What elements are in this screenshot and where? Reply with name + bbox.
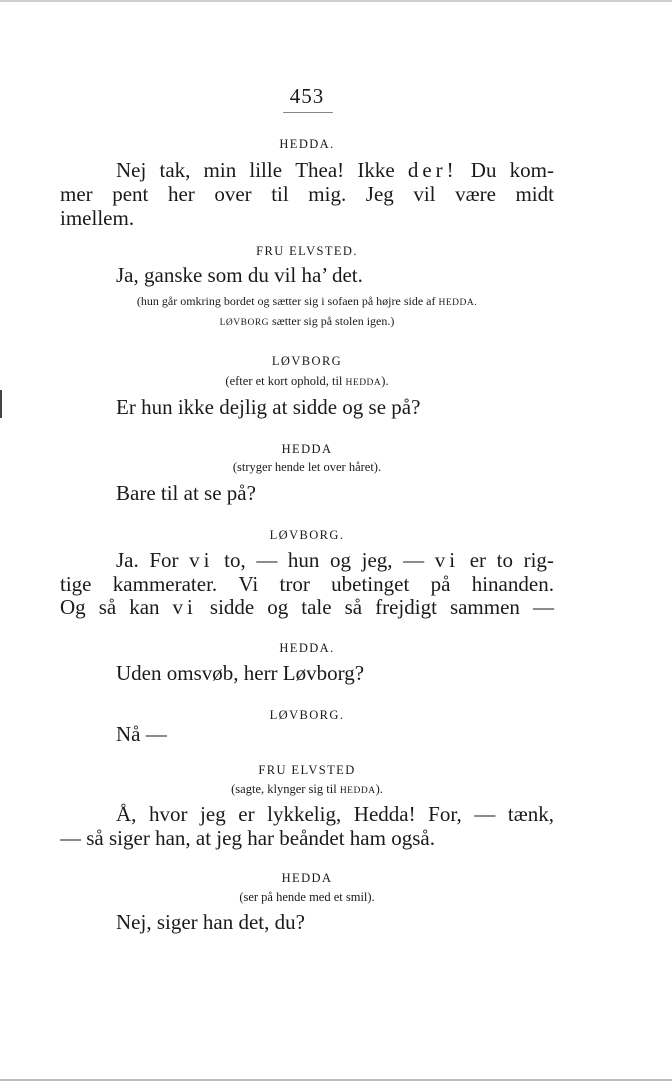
word: — [256,548,278,572]
word: midt [515,182,554,206]
word: For, [428,802,462,826]
word: kammerater. [112,572,218,596]
character-name: HEDDA. [438,298,478,308]
word: sidde [209,595,255,619]
dialogue-line: Bare til at se på? [116,481,256,505]
stage-direction [60,294,554,309]
word: Thea! [295,158,345,182]
stage-direction [60,374,554,389]
word: så [98,595,117,619]
stage-direction [60,314,554,329]
word: tige [60,572,92,596]
dialogue-line: — så siger han, at jeg har beåndet ham også. [60,826,435,850]
word: lille [249,158,283,182]
stage-text: ). [375,782,383,796]
word: tak, [159,158,191,182]
stage-text: ). [381,374,389,388]
word: rig- [523,548,554,572]
bottom-edge-rule [0,1079,672,1081]
word: så [344,595,363,619]
speaker-fru-elvsted-1: FRU ELVSTED. [256,244,358,258]
dialogue-line [60,595,554,620]
stage-text: (efter et kort ophold, til [225,374,343,388]
word: — [532,595,554,619]
word: Vi [238,572,259,596]
speaker-lovborg-1: LØVBORG [271,354,343,368]
word: Nej [116,158,147,182]
character-name: LØVBORG [219,318,270,328]
word: jeg [200,802,226,826]
word: Og [60,595,86,619]
word: tale [301,595,332,619]
word: kom- [509,158,554,182]
word: to [496,548,513,572]
stage-text: sætter sig på stolen igen.) [272,314,395,328]
page-number-underline [283,112,333,113]
speaker-hedda-3: HEDDA. [279,641,335,655]
stage-direction: (stryger hende let over håret). [232,460,382,474]
speaker-fru-elvsted-2: FRU ELVSTED [258,763,356,777]
binding-mark [0,390,2,418]
dialogue-line: Uden omsvøb, herr Løvborg? [116,661,365,685]
dialogue-line [116,158,554,183]
stage-text: (sagte, klynger sig til [231,782,337,796]
character-name: HEDDA [345,378,382,388]
word: er [238,802,255,826]
word: vi [172,595,197,619]
word: hvor [148,802,188,826]
word: til [271,182,289,206]
dialogue-line: Er hun ikke dejlig at sidde og se på? [116,395,421,419]
word: frejdigt [375,595,437,619]
stage-text: (hun går omkring bordet og sætter sig i sofaen på højre side af [136,294,436,308]
dialogue-line: Nå — [116,722,167,746]
word: hinanden. [471,572,554,596]
stage-direction [60,782,554,797]
word: tror [279,572,310,596]
word: er [469,548,487,572]
dialogue-line: imellem. [60,206,135,230]
word: mig. [308,182,347,206]
word: kan [129,595,160,619]
word: Å, [116,802,137,826]
character-name: HEDDA [339,786,376,796]
word: på [430,572,451,596]
word: jeg, [361,548,393,572]
word: mer [60,182,93,206]
dialogue-line [60,182,554,207]
stage-direction: (ser på hende med et smil). [239,890,375,904]
word: — [403,548,425,572]
dialogue-line: Nej, siger han det, du? [116,910,305,934]
word: ubetinget [331,572,410,596]
word: — [474,802,496,826]
word: Hedda! [353,802,416,826]
word: Ja. [116,548,139,572]
word: pent [112,182,149,206]
dialogue-line [116,802,554,827]
word: vi [434,548,460,572]
word: være [455,182,496,206]
word: Ikke [357,158,395,182]
word: tænk, [507,802,554,826]
word: og [330,548,352,572]
speaker-hedda-2: HEDDA [281,442,333,456]
speaker-hedda-4: HEDDA [281,871,333,885]
word: og [267,595,289,619]
word: her [167,182,195,206]
word: Jeg [365,182,394,206]
word: hun [287,548,320,572]
dialogue-line [116,548,554,573]
word: lykkelig, [267,802,342,826]
dialogue-line [60,572,554,597]
speaker-lovborg-3: LØVBORG. [269,708,345,722]
speaker-hedda-1: HEDDA. [279,137,335,151]
word: sammen [449,595,520,619]
word: For [149,548,179,572]
dialogue-line: Ja, ganske som du vil ha’ det. [116,263,363,287]
word: min [203,158,237,182]
word: vi [189,548,214,572]
page-number: 453 [289,84,325,108]
word: vil [413,182,436,206]
word: over [214,182,252,206]
word: der! [407,158,458,182]
top-edge-rule [0,0,672,2]
word: to, [224,548,246,572]
speaker-lovborg-2: LØVBORG. [269,528,345,542]
word: Du [470,158,497,182]
